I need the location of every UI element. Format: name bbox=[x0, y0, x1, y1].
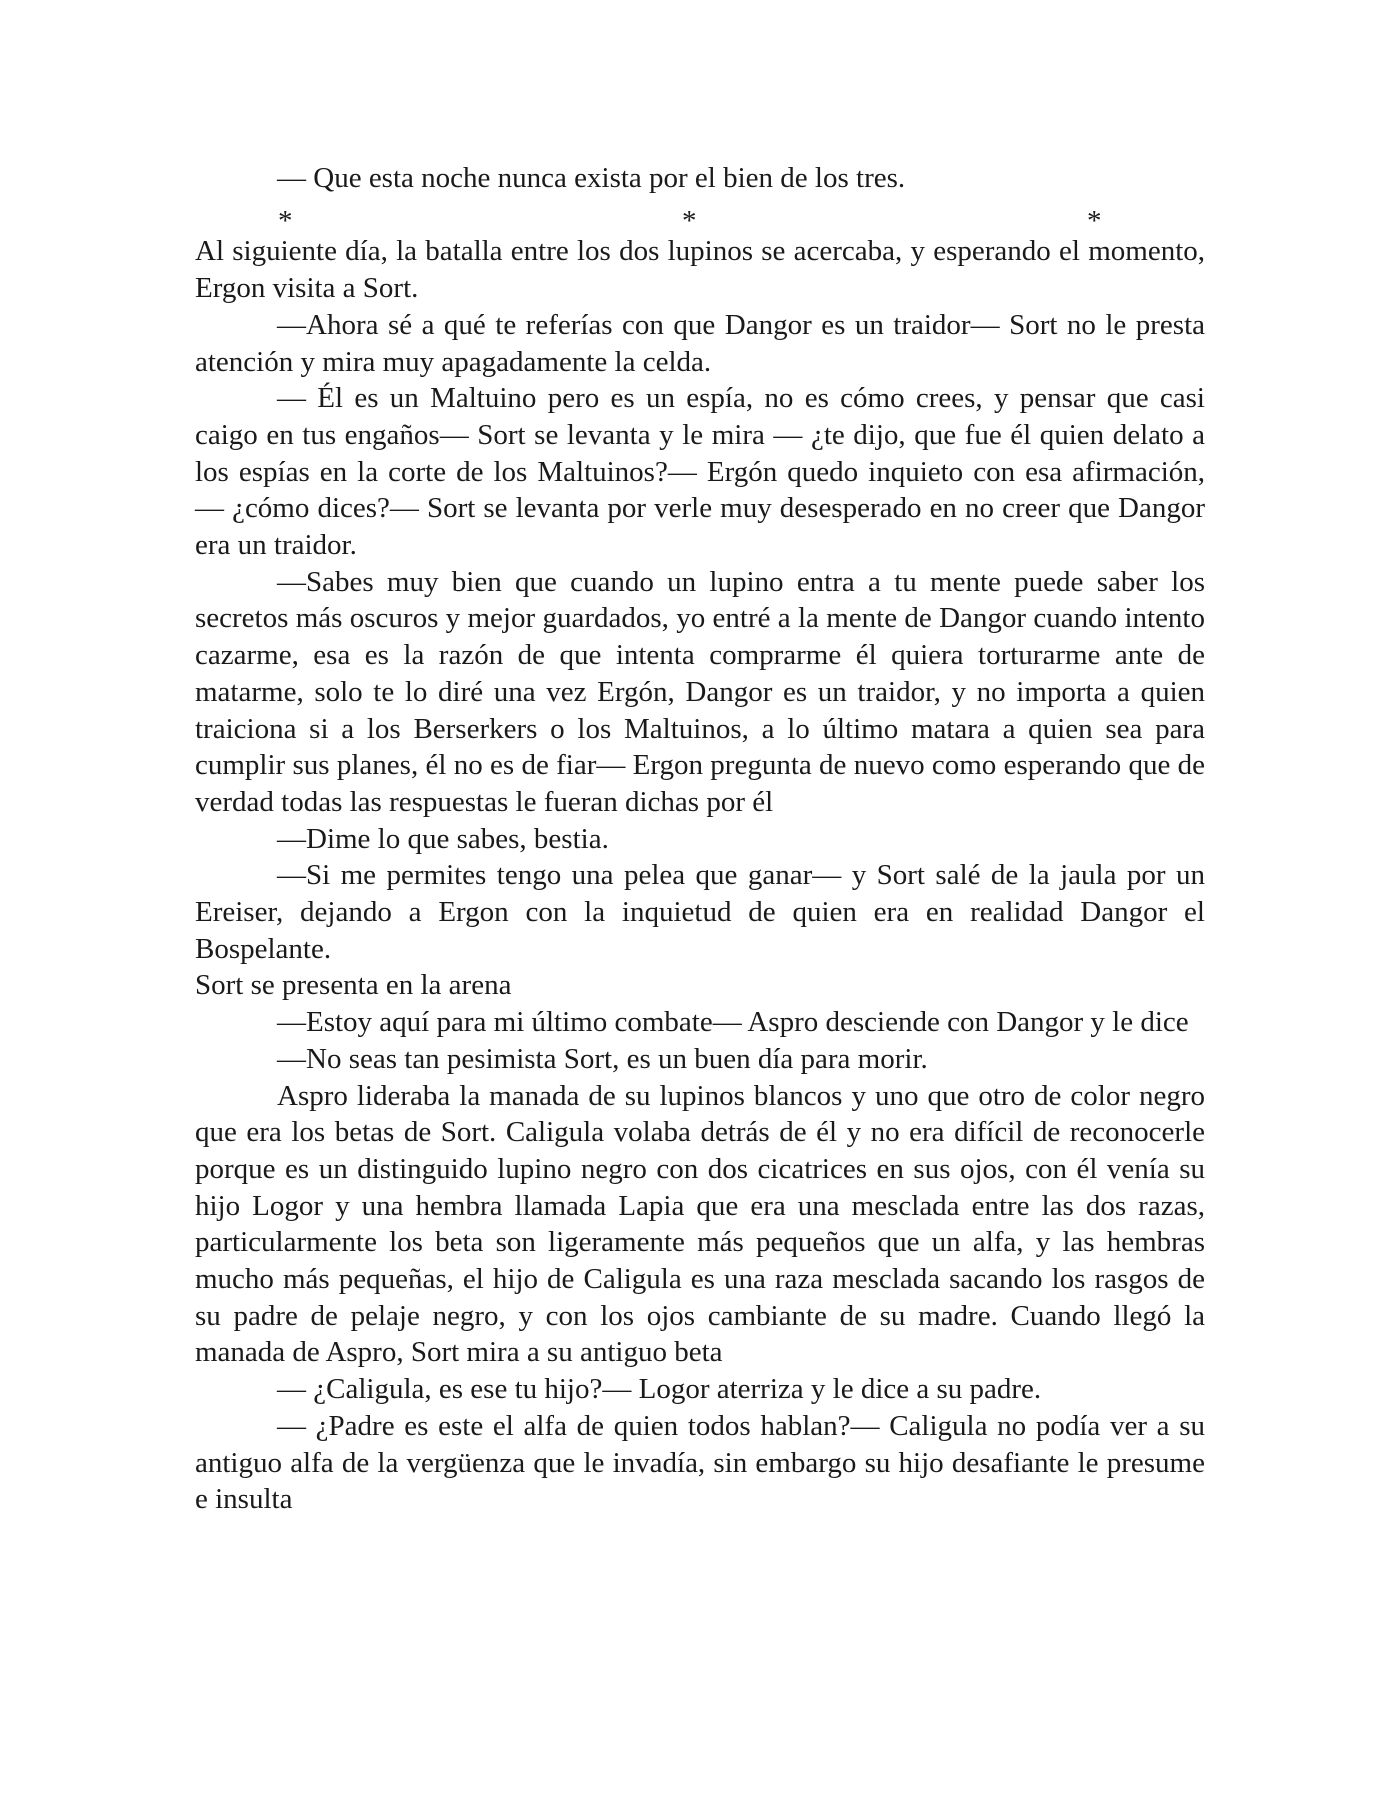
paragraph-7: —Si me permites tengo una pelea que ganar— y Sort salé de la jaula por un Ereiser, dejando a Ergon con la inquietud de quien era en realidad Dangor el Bospelante. bbox=[195, 859, 1205, 965]
paragraph-9: —Estoy aquí para mi último combate— Aspro desciende con Dangor y le dice bbox=[277, 1006, 1189, 1039]
body-text bbox=[195, 160, 1205, 1518]
paragraph-8: Sort se presenta en la arena bbox=[195, 969, 512, 1002]
paragraph-2: Al siguiente día, la batalla entre los dos lupinos se acercaba, y esperando el momento, Ergon visita a Sort. bbox=[195, 235, 1205, 305]
paragraph-13: — ¿Padre es este el alfa de quien todos hablan?— Caligula no podía ver a su antiguo alfa de la vergüenza que le invadía, sin embargo su hijo desafiante le presume e insulta bbox=[195, 1409, 1205, 1516]
paragraph-5: —Sabes muy bien que cuando un lupino entra a tu mente puede saber los secretos más oscuros y mejor guardados, yo entré a la mente de Dangor cuando intento cazarme, esa es la razón de que intenta comprarme él quiera torturarme ante de matarme, solo te lo diré una vez Ergón, Dangor es un traidor, y no importa a quien traiciona si a los Berserkers o los Maltuinos, a lo último matara a quien sea para cumplir sus planes, él no es de fiar— Ergon pregunta de nuevo como esperando que de verdad todas las respuestas le fueran dichas por él bbox=[195, 565, 1205, 818]
paragraph-1: — Que esta noche nunca exista por el bien de los tres. bbox=[277, 162, 906, 194]
section-separator bbox=[195, 197, 1205, 237]
paragraph-12: — ¿Caligula, es ese tu hijo?— Logor aterriza y le dice a su padre. bbox=[277, 1373, 1042, 1406]
separator-asterisk-center: * bbox=[682, 204, 697, 237]
separator-asterisk-right: * bbox=[1087, 204, 1102, 237]
separator-asterisk-left: * bbox=[278, 204, 293, 237]
paragraph-11: Aspro lideraba la manada de su lupinos blancos y uno que otro de color negro que era los betas de Sort. Caligula volaba detrás de él y no era difícil de reconocerle porque es un distinguido lupino negro con dos cicatrices en sus ojos, con él venía su hijo Logor y una hembra llamada Lapia que era una mesclada entre las dos razas, particularmente los beta son ligeramente más pequeños que un alfa, y las hembras mucho más pequeñas, el hijo de Caligula es una raza mesclada sacando los rasgos de su padre de pelaje negro, y con los ojos cambiante de su madre. Cuando llegó la manada de Aspro, Sort mira a su antiguo beta bbox=[195, 1079, 1205, 1369]
paragraph-6: —Dime lo que sabes, bestia. bbox=[277, 822, 609, 855]
paragraph-10: —No seas tan pesimista Sort, es un buen día para morir. bbox=[277, 1042, 928, 1075]
paragraph-3: —Ahora sé a qué te referías con que Dangor es un traidor— Sort no le presta atención y mira muy apagadamente la celda. bbox=[195, 308, 1205, 378]
paragraph-4: — Él es un Maltuino pero es un espía, no es cómo crees, y pensar que casi caigo en tus engaños— Sort se levanta y le mira — ¿te dijo, que fue él quien delato a los espías en la corte de los Maltuinos?— Ergón quedo inquieto con esa afirmación, — ¿cómo dices?— Sort se levanta por verle muy desesperado en no creer que Dangor era un traidor. bbox=[195, 382, 1205, 562]
